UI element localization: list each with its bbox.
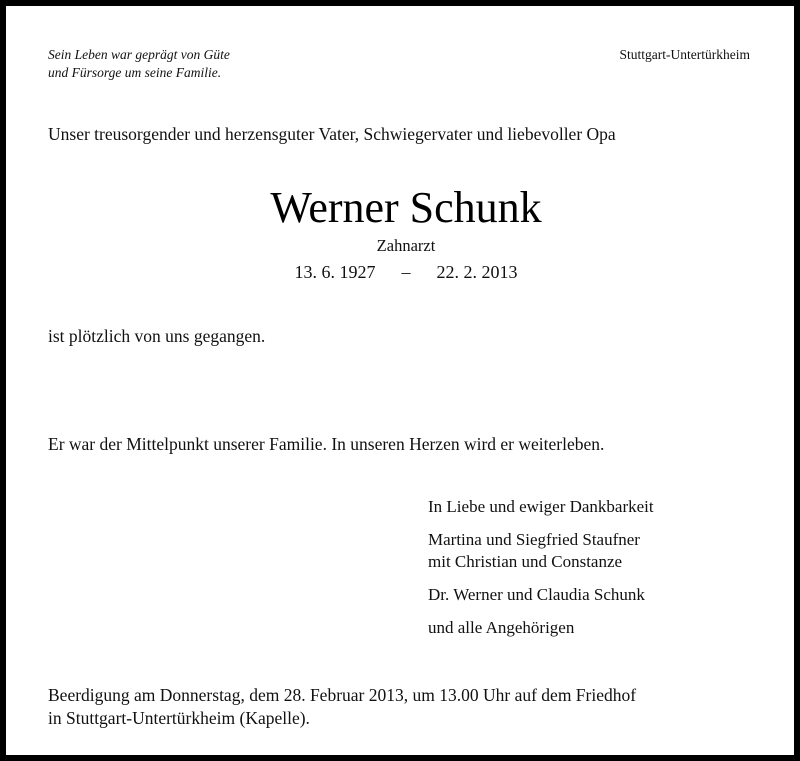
spacer xyxy=(428,518,654,529)
passed-text: ist plötzlich von uns gegangen. xyxy=(48,326,266,346)
birth-date: 13. 6. 1927 xyxy=(294,262,376,282)
funeral-line-2: in Stuttgart-Untertürkheim (Kapelle). xyxy=(48,708,310,728)
motto xyxy=(48,46,230,82)
center-of-family-text: Er war der Mittelpunkt unserer Familie. In unseren Herzen wird er weiterleben. xyxy=(48,434,605,454)
motto-line-1: Sein Leben war geprägt von Güte xyxy=(48,47,230,62)
mourners-block xyxy=(428,496,654,639)
dedication: In Liebe und ewiger Dankbarkeit xyxy=(428,497,654,516)
place: Stuttgart-Untertürkheim xyxy=(619,47,750,62)
death-date: 22. 2. 2013 xyxy=(436,262,518,282)
intro-text: Unser treusorgender und herzensguter Vater, Schwiegervater und liebevoller Opa xyxy=(48,124,616,144)
funeral-info xyxy=(48,684,636,730)
deceased-name: Werner Schunk xyxy=(270,183,542,232)
family-staufner-children: mit Christian und Constanze xyxy=(428,552,623,571)
motto-line-2: und Fürsorge um seine Familie. xyxy=(48,65,222,80)
date-separator: – xyxy=(401,262,411,282)
spacer xyxy=(428,606,654,617)
spacer xyxy=(428,573,654,584)
life-dates xyxy=(6,260,800,284)
family-schunk: Dr. Werner und Claudia Schunk xyxy=(428,585,645,604)
family-staufner: Martina und Siegfried Staufner xyxy=(428,530,640,549)
funeral-line-1: Beerdigung am Donnerstag, dem 28. Februar 2013, um 13.00 Uhr auf dem Friedhof xyxy=(48,685,637,705)
other-relatives: und alle Angehörigen xyxy=(428,618,575,637)
deceased-profession: Zahnarzt xyxy=(376,236,436,255)
